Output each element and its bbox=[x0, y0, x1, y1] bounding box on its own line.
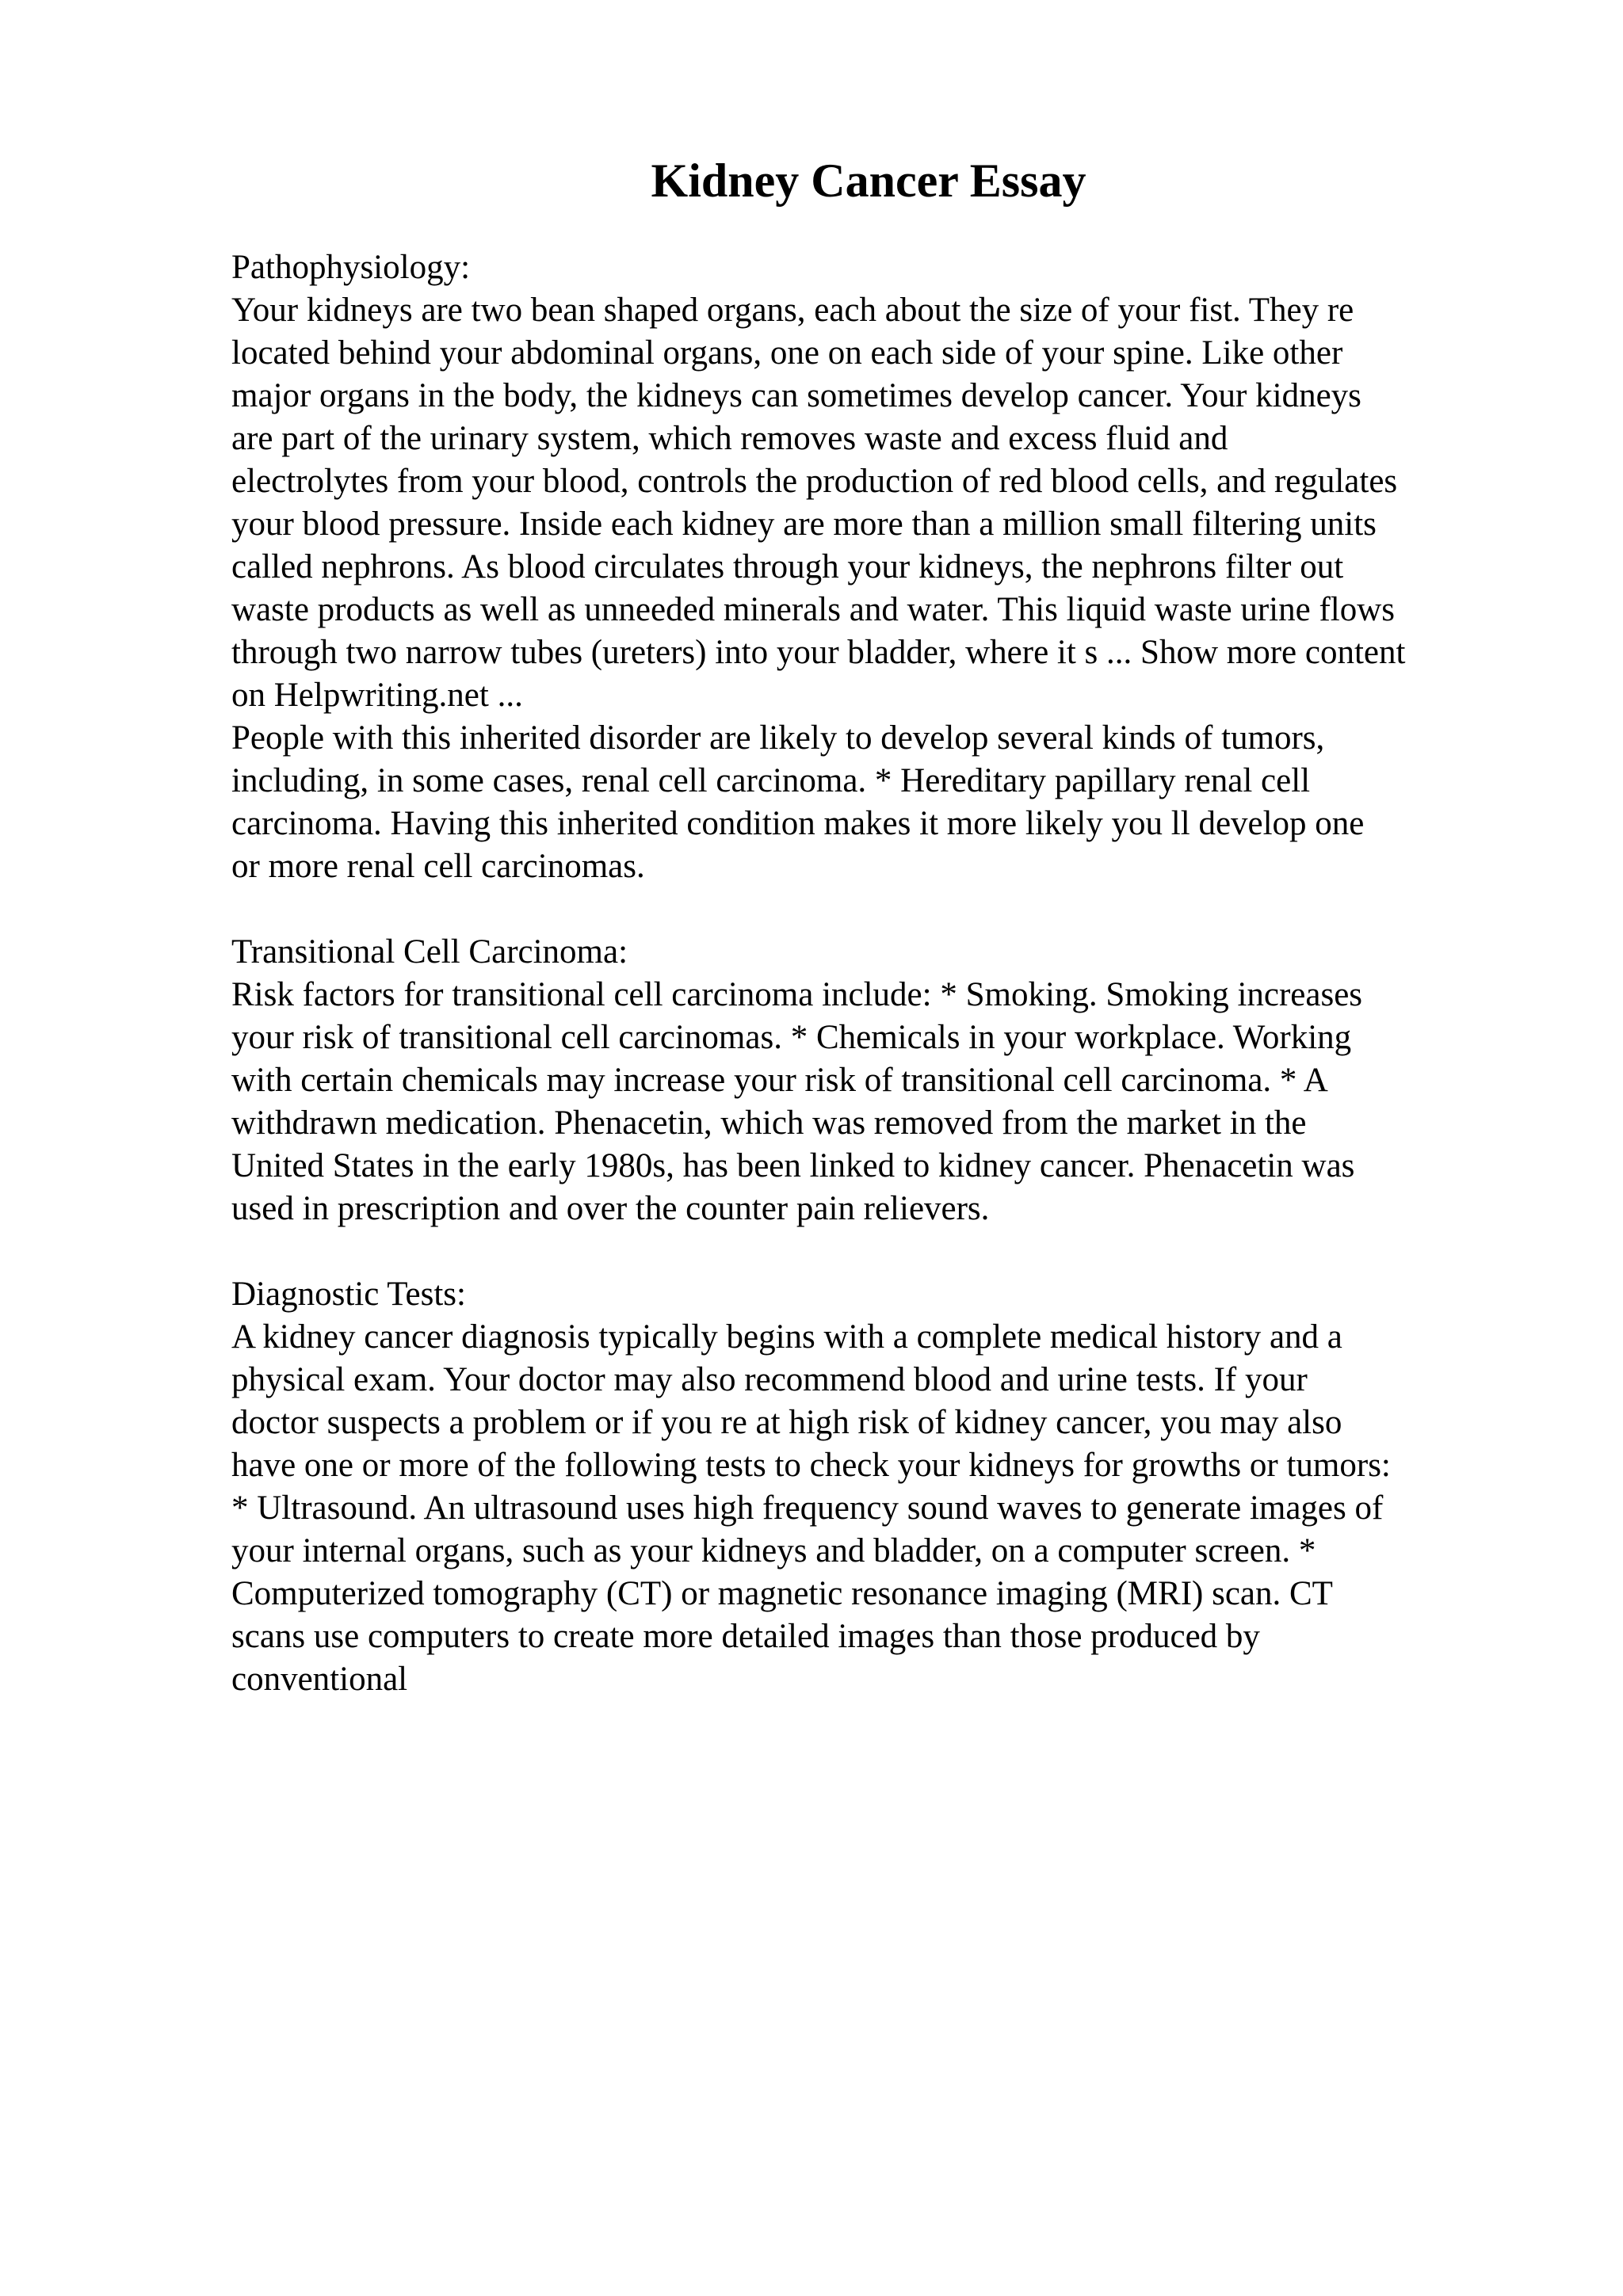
text-line: waste products as well as unneeded minerals and water. This liquid waste urine flows bbox=[231, 591, 1396, 628]
text-line: carcinoma. Having this inherited condition makes it more likely you ll develop one bbox=[231, 805, 1365, 842]
text-line: called nephrons. As blood circulates through your kidneys, the nephrons filter out bbox=[231, 548, 1344, 585]
text-line: Computerized tomography (CT) or magnetic resonance imaging (MRI) scan. CT bbox=[231, 1575, 1333, 1612]
text-line: on Helpwriting.net ... bbox=[231, 677, 523, 714]
text-line: electrolytes from your blood, controls the production of red blood cells, and regulates bbox=[231, 463, 1398, 500]
section-heading-line: Transitional Cell Carcinoma: bbox=[231, 933, 628, 971]
text-line: People with this inherited disorder are likely to develop several kinds of tumors, bbox=[231, 719, 1325, 757]
section-heading-line: Pathophysiology: bbox=[231, 249, 471, 286]
text-line: located behind your abdominal organs, one on each side of your spine. Like other bbox=[231, 334, 1343, 372]
text-line: through two narrow tubes (ureters) into your bladder, where it s ... Show more content bbox=[231, 634, 1406, 671]
text-line: with certain chemicals may increase your risk of transitional cell carcinoma. * A bbox=[231, 1062, 1328, 1099]
text-line: scans use computers to create more detailed images than those produced by bbox=[231, 1618, 1260, 1655]
text-line: United States in the early 1980s, has been linked to kidney cancer. Phenacetin was bbox=[231, 1147, 1355, 1184]
text-line: used in prescription and over the counter pain relievers. bbox=[231, 1190, 990, 1227]
text-line: major organs in the body, the kidneys can sometimes develop cancer. Your kidneys bbox=[231, 377, 1361, 414]
essay-section bbox=[231, 246, 1531, 888]
text-line: A kidney cancer diagnosis typically begins with a complete medical history and a bbox=[231, 1318, 1342, 1356]
text-line: Your kidneys are two bean shaped organs, each about the size of your fist. They re bbox=[231, 292, 1354, 329]
text-line: have one or more of the following tests to check your kidneys for growths or tumors: bbox=[231, 1447, 1391, 1484]
section-heading-line: Diagnostic Tests: bbox=[231, 1276, 466, 1313]
section-gap bbox=[231, 888, 1531, 931]
essay-section bbox=[231, 931, 1531, 1230]
text-line: withdrawn medication. Phenacetin, which was removed from the market in the bbox=[231, 1104, 1307, 1142]
text-line: conventional bbox=[231, 1661, 408, 1698]
text-line: are part of the urinary system, which removes waste and excess fluid and bbox=[231, 420, 1228, 457]
text-line: your risk of transitional cell carcinomas. * Chemicals in your workplace. Working bbox=[231, 1019, 1352, 1056]
text-line: your internal organs, such as your kidneys and bladder, on a computer screen. * bbox=[231, 1532, 1316, 1569]
text-line: doctor suspects a problem or if you re at high risk of kidney cancer, you may also bbox=[231, 1404, 1342, 1441]
section-gap bbox=[231, 1230, 1531, 1273]
text-line: Risk factors for transitional cell carcinoma include: * Smoking. Smoking increases bbox=[231, 976, 1363, 1013]
text-line: your blood pressure. Inside each kidney are more than a million small filtering units bbox=[231, 505, 1377, 543]
text-line: including, in some cases, renal cell carcinoma. * Hereditary papillary renal cell bbox=[231, 762, 1311, 799]
text-line: physical exam. Your doctor may also recommend blood and urine tests. If your bbox=[231, 1361, 1308, 1398]
essay-section bbox=[231, 1273, 1531, 1701]
document-title: Kidney Cancer Essay bbox=[651, 154, 1086, 207]
text-line: * Ultrasound. An ultrasound uses high frequency sound waves to generate images of bbox=[231, 1489, 1384, 1527]
document-body bbox=[231, 246, 1531, 1701]
text-line: or more renal cell carcinomas. bbox=[231, 848, 645, 885]
